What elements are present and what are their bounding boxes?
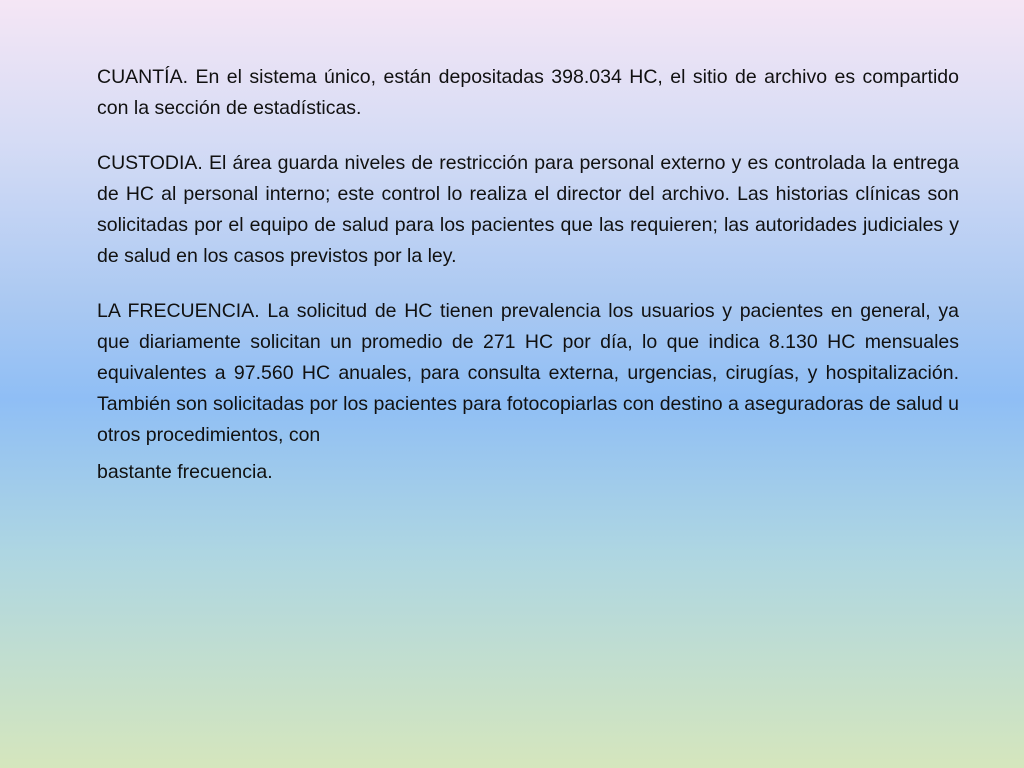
paragraph-frecuencia: [97, 296, 959, 451]
paragraph-text: El área guarda niveles de restricción para personal externo y es controlada la entrega de HC al personal interno; este control lo realiza el director del archivo. Las historias clínicas son solicitadas por el equipo de salud para los pacientes que las requieren; las autoridades judiciales y de salud en los casos previstos por la ley.: [97, 152, 959, 267]
slide-body: [97, 62, 959, 488]
paragraph-label: CUANTÍA.: [97, 66, 189, 88]
paragraph-text: En el sistema único, están depositadas 398.034 HC, el sitio de archivo es compartido con la sección de estadísticas.: [97, 66, 959, 119]
paragraph-label: LA FRECUENCIA.: [97, 300, 260, 322]
paragraph-cuantia: [97, 62, 959, 124]
paragraph-label: CUSTODIA.: [97, 152, 203, 174]
paragraph-text: La solicitud de HC tienen prevalencia los usuarios y pacientes en general, ya que diariamente solicitan un promedio de 271 HC por día, lo que indica 8.130 HC mensuales equivalentes a 97.560 HC anuales, para consulta externa, urgencias, cirugías, y hospitalización. También son solicitadas por los pacientes para fotocopiarlas con destino a aseguradoras de salud u otros procedimientos, con: [97, 300, 959, 446]
paragraph-custodia: [97, 148, 959, 272]
closing-line: bastante frecuencia.: [97, 461, 273, 483]
